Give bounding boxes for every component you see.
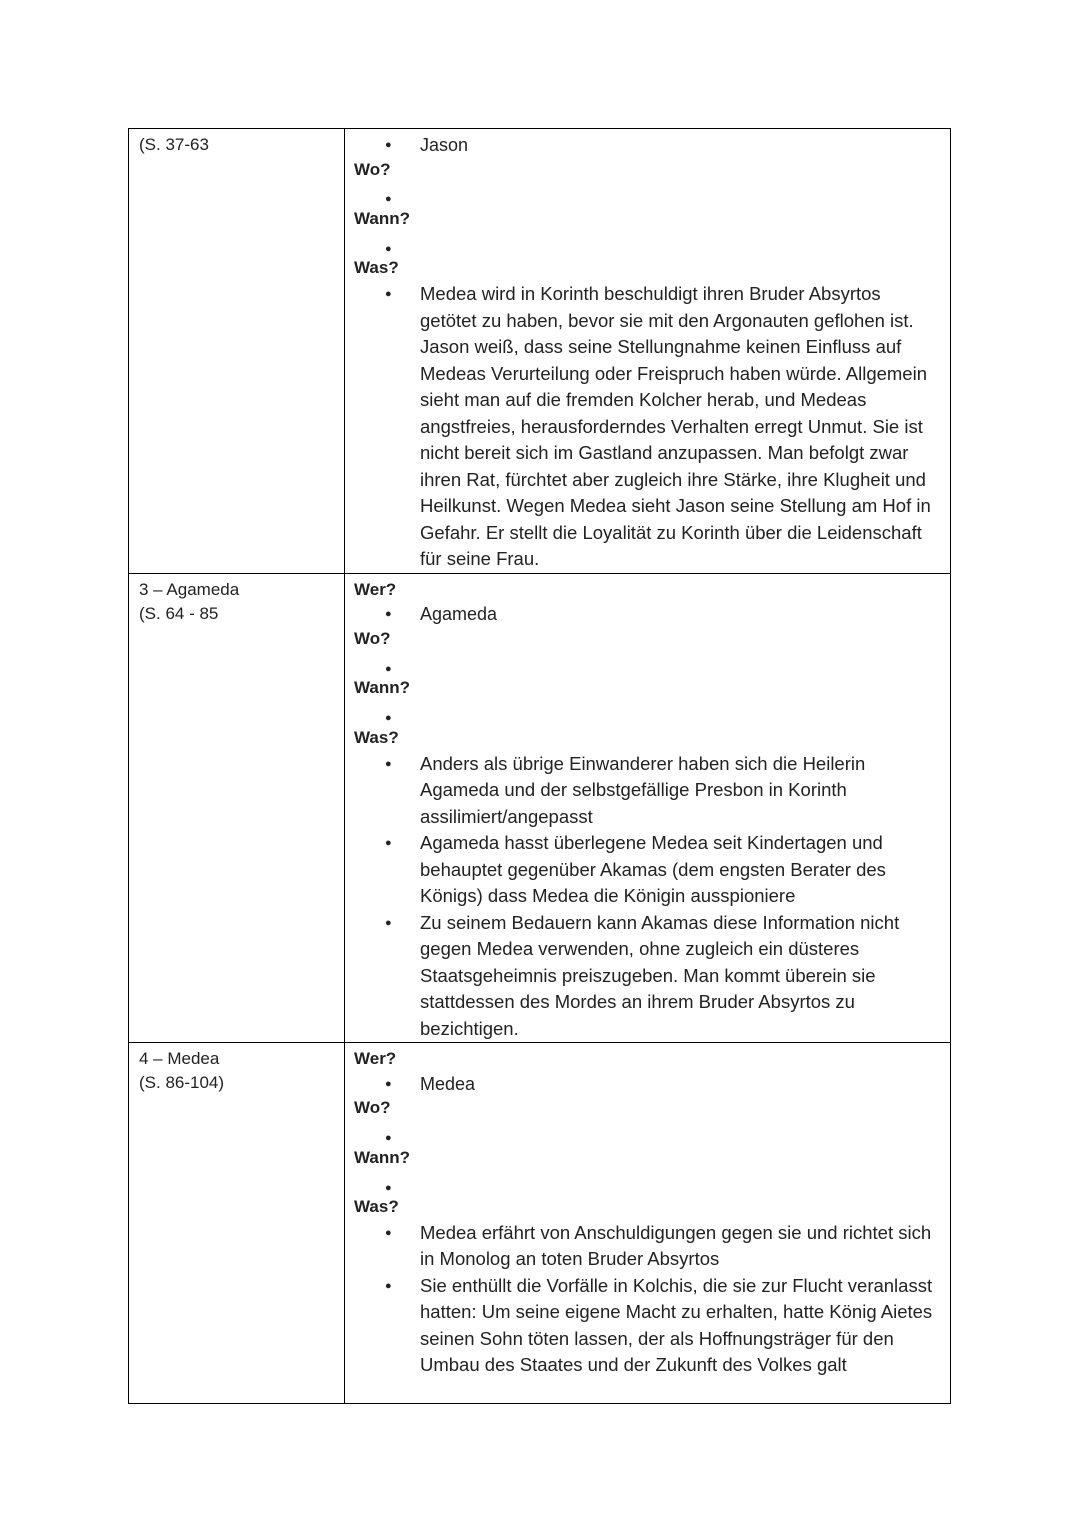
table-row	[129, 1043, 951, 1404]
was-list	[354, 1220, 950, 1379]
table-row	[129, 129, 951, 574]
empty-bullet	[354, 1121, 950, 1146]
table-row	[129, 573, 951, 1042]
bullet-icon: ●	[385, 662, 392, 675]
was-list	[354, 751, 950, 1043]
was-text: Sie enthüllt die Vorfälle in Kolchis, die sie zur Flucht veranlasst hatten: Um seine eigene Macht zu erhalten, hatte König Aietes seinen Sohn töten lassen, der als Hoffnungsträger für den Umbau des Staates und der Zukunft des Volkes galt	[420, 1274, 933, 1376]
was-list	[354, 281, 950, 573]
chapter-pages: (S. 37-63	[139, 135, 209, 154]
was-text: Medea wird in Korinth beschuldigt ihren Bruder Absyrtos getötet zu haben, bevor sie mit den Argonauten geflohen ist. Jason weiß, dass seine Stellungnahme keinen Einfluss auf Medeas Verurteilung oder Freispruch haben würde. Allgemein sieht man auf die fremden Kolcher herab, und Medeas angstfreies, herausforderndes Verhalten erregt Unmut. Sie ist nicht bereit sich im Gastland anzupassen. Man befolgt zwar ihren Rat, fürchtet aber zugleich ihre Stärke, ihre Klugheit und Heilkunst. Wegen Medea sieht Jason seine Stellung am Hof in Gefahr. Er stellt die Loyalität zu Korinth über die Leidenschaft für seine Frau.	[420, 283, 931, 570]
list-item	[354, 281, 950, 573]
list-item	[354, 830, 950, 910]
chapter-cell	[129, 1043, 345, 1404]
bullet-icon: ●	[385, 608, 392, 621]
wer-label: Wer?	[354, 579, 397, 599]
table-body	[129, 129, 951, 1404]
bullet-icon: ●	[385, 139, 392, 151]
chapter-cell	[129, 129, 345, 574]
list-item	[354, 1273, 950, 1379]
wann-label: Wann?	[354, 1147, 411, 1167]
was-text: Anders als übrige Einwanderer haben sich die Heilerin Agameda und der selbstgefällige Presbon in Korinth assilimiert/angepasst	[420, 752, 866, 827]
bullet-icon: ●	[385, 1077, 392, 1090]
empty-bullet	[354, 701, 950, 726]
was-text: Zu seinem Bedauern kann Akamas diese Information nicht gegen Medea verwenden, ohne zugleich ein düsteres Staatsgeheimnis preiszugeben. Man kommt überein sie stattdessen des Mordes an ihrem Bruder Absyrtos zu bezichtigen.	[420, 911, 900, 1039]
empty-bullet	[354, 652, 950, 677]
bullet-icon: ●	[385, 916, 392, 929]
empty-bullet	[354, 182, 950, 207]
summary-table	[128, 128, 951, 1404]
was-text: Medea erfährt von Anschuldigungen gegen sie und richtet sich in Monolog an toten Bruder Absyrtos	[420, 1221, 932, 1270]
was-label: Was?	[354, 1197, 399, 1217]
wer-value: Agameda	[420, 604, 498, 625]
wann-label: Wann?	[354, 678, 411, 698]
details-cell	[345, 129, 951, 574]
wo-label: Wo?	[354, 159, 391, 179]
wer-entry	[354, 133, 950, 158]
was-text: Agameda hasst überlegene Medea seit Kindertagen und behauptet gegenüber Akamas (dem engsten Berater des Königs) dass Medea die Königin ausspioniere	[420, 832, 886, 907]
wer-value: Medea	[420, 1073, 476, 1094]
bullet-icon: ●	[385, 193, 392, 206]
bullet-icon: ●	[385, 242, 392, 255]
chapter-pages: (S. 64 - 85	[139, 603, 219, 623]
list-item	[354, 751, 950, 831]
was-label: Was?	[354, 727, 399, 747]
bullet-icon: ●	[385, 1226, 392, 1239]
bullet-icon: ●	[385, 1132, 392, 1145]
empty-bullet	[354, 232, 950, 257]
empty-bullet	[354, 1171, 950, 1196]
list-item	[354, 1220, 950, 1273]
bullet-icon: ●	[385, 837, 392, 850]
bullet-icon: ●	[385, 712, 392, 725]
bullet-icon: ●	[385, 757, 392, 770]
details-cell	[345, 1043, 951, 1404]
bullet-icon: ●	[385, 288, 392, 301]
bullet-icon: ●	[385, 1279, 392, 1292]
chapter-cell	[129, 573, 345, 1042]
chapter-title: 3 – Agameda	[139, 579, 240, 599]
wer-label: Wer?	[354, 1049, 397, 1069]
wann-label: Wann?	[354, 209, 411, 229]
wo-label: Wo?	[354, 629, 391, 649]
was-label: Was?	[354, 258, 399, 278]
chapter-title: 4 – Medea	[139, 1049, 220, 1069]
list-item	[354, 910, 950, 1043]
chapter-pages: (S. 86-104)	[139, 1073, 225, 1093]
wer-entry	[354, 602, 950, 627]
wer-entry	[354, 1072, 950, 1097]
bullet-icon: ●	[385, 1181, 392, 1194]
wer-value: Jason	[420, 135, 469, 155]
details-cell	[345, 573, 951, 1042]
wo-label: Wo?	[354, 1098, 391, 1118]
